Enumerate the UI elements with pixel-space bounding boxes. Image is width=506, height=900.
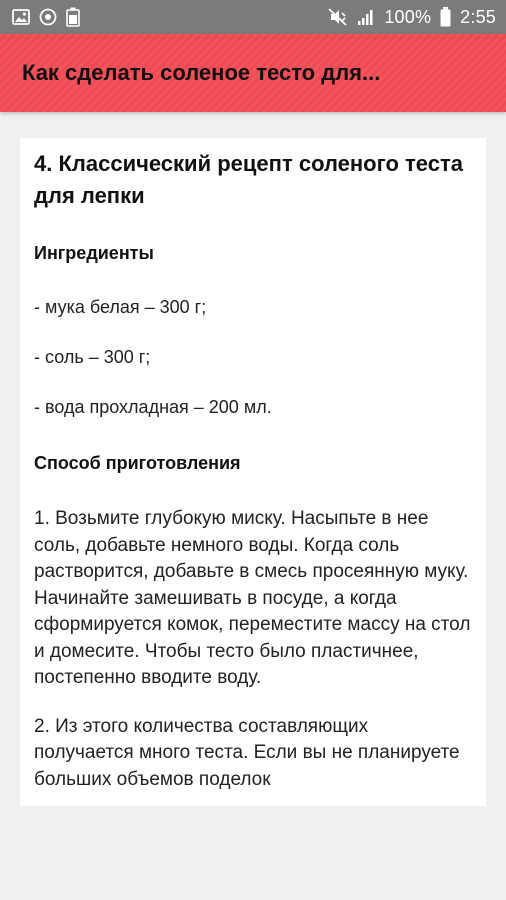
method-paragraph: 1. Возьмите глубокую миску. Насыпьте в нее соль, добавьте немного воды. Когда соль растворится, добавьте в смесь просеянную муку. Начинайте замешивать в посуде, а когда сформируется комок, переместите массу на стол и домесите. Чтобы тесто было пластичнее, постепенно вводите воду. (34, 508, 471, 688)
ingredients-heading: Ингредиенты (34, 243, 154, 263)
method-paragraph: 2. Из этого количества составляющих получается много теста. Если вы не планируете больших объемов поделок (34, 715, 460, 790)
page-title: Как сделать соленое тесто для... (22, 60, 381, 85)
battery-percent: 100% (384, 6, 432, 27)
image-icon (12, 9, 30, 25)
section-title: 4. Классический рецепт соленого теста для лепки (34, 151, 463, 208)
mute-vibrate-icon (328, 8, 348, 26)
clock-time: 2:55 (460, 6, 496, 27)
ingredient-item: - мука белая – 300 г; (34, 297, 207, 317)
ingredient-item: - вода прохладная – 200 мл. (34, 397, 272, 417)
status-bar (0, 0, 506, 34)
signal-icon (357, 9, 375, 25)
app-bar (0, 34, 506, 112)
article-card[interactable] (20, 138, 486, 806)
status-bar-left (12, 7, 80, 27)
ingredient-item: - соль – 300 г; (34, 347, 151, 367)
bottom-empty-area (0, 806, 506, 900)
status-bar-right (328, 7, 496, 28)
battery-icon (440, 7, 451, 27)
camera-target-icon (39, 8, 57, 26)
method-heading: Способ приготовления (34, 453, 241, 473)
battery-saver-icon (66, 7, 80, 27)
